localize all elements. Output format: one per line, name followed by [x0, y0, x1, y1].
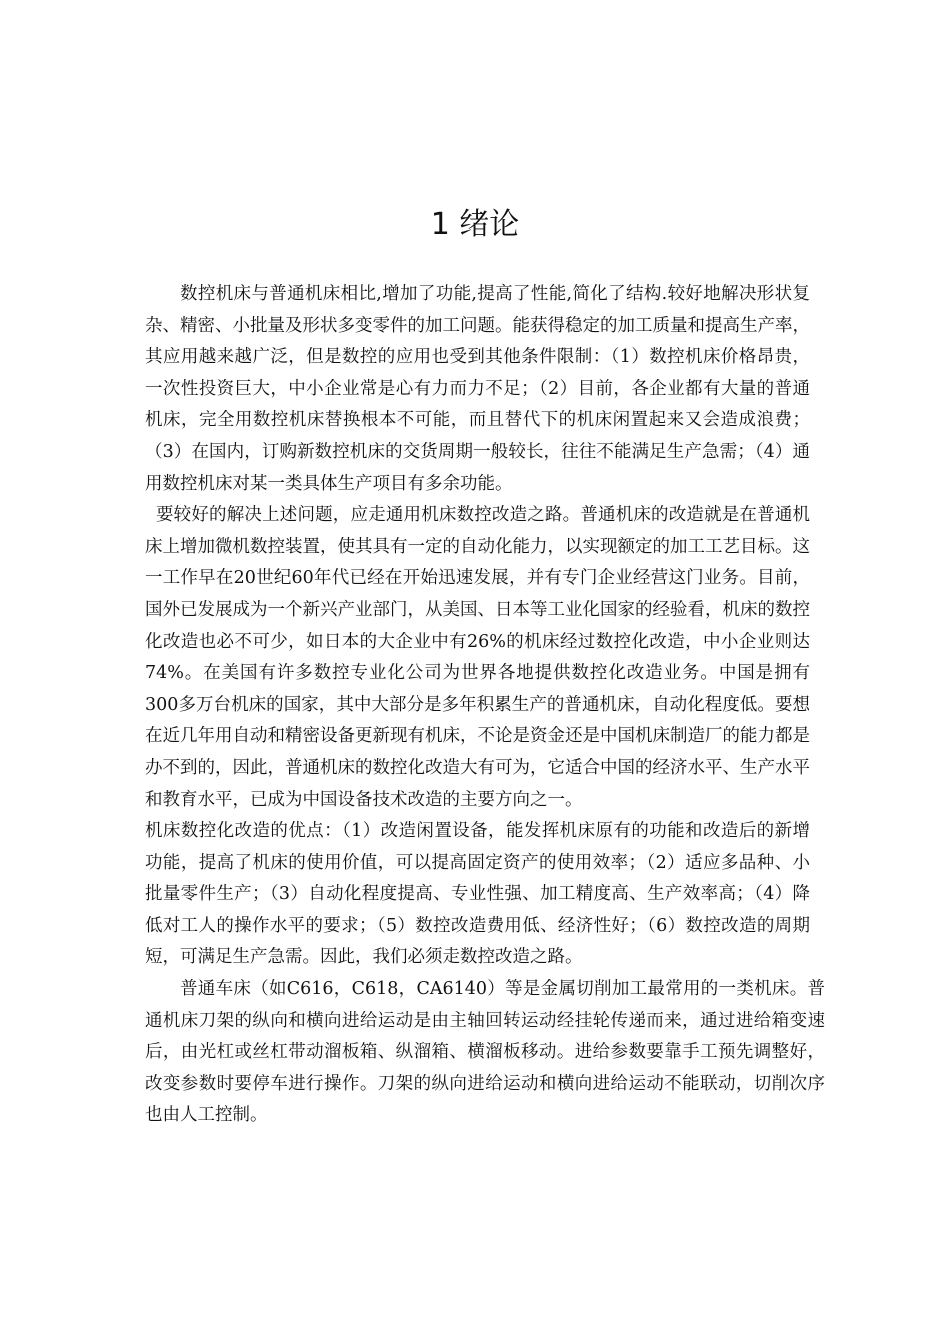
- chapter-title: 1 绪论: [430, 207, 520, 242]
- document-body: [145, 279, 825, 1132]
- paragraph-advantages: 机床数控化改造的优点：（1）改造闲置设备，能发挥机床原有的功能和改造后的新增功能，提高了机床的使用价值，可以提高固定资产的使用效率；（2）适应多品种、小批量零件生产；（3）自动化程度提高、专业性强、加工精度高、生产效率高；（4）降低对工人的操作水平的要求；（5）数控改造费用低、经济性好；（6）数控改造的周期短，可满足生产急需。因此，我们必须走数控改造之路。: [145, 821, 810, 968]
- paragraph-intro: 数控机床与普通机床相比,增加了功能,提高了性能,简化了结构.较好地解决形状复杂、精密、小批量及形状多变零件的加工问题。能获得稳定的加工质量和提高生产率，其应用越来越广泛，但是数控的应用也受到其他条件限制：（1）数控机床价格昂贵，一次性投资巨大，中小企业常是心有力而力不足；（2）目前，各企业都有大量的普通机床，完全用数控机床替换根本不可能，而且替代下的机床闲置起来又会造成浪费；（3）在国内，订购新数控机床的交货周期一般较长，往往不能满足生产急需；（4）通用数控机床对某一类具体生产项目有多余功能。: [145, 284, 810, 494]
- paragraph-retrofit-path: 要较好的解决上述问题，应走通用机床数控改造之路。普通机床的改造就是在普通机床上增加微机数控装置，使其具有一定的自动化能力，以实现额定的加工工艺目标。这一工作早在20世纪60年代已经在开始迅速发展，并有专门企业经营这门业务。目前，国外已发展成为一个新兴产业部门，从美国、日本等工业化国家的经验看，机床的数控化改造也必不可少，如日本的大企业中有26%的机床经过数控化改造，中小企业则达74%。在美国有许多数控专业化公司为世界各地提供数控化改造业务。中国是拥有300多万台机床的国家，其中大部分是多年积累生产的普通机床，自动化程度低。要想在近几年用自动和精密设备更新现有机床，不论是资金还是中国机床制造厂的能力都是办不到的，因此，普通机床的数控化改造大有可为，它适合中国的经济水平、生产水平和教育水平，已成为中国设备技术改造的主要方向之一。: [145, 505, 810, 810]
- paragraph-ordinary-lathe: 普通车床（如C616，C618，CA6140）等是金属切削加工最常用的一类机床。普通机床刀架的纵向和横向进给运动是由主轴回转运动经挂轮传递而来，通过进给箱变速后，由光杠或丝杠带动溜板箱、纵溜箱、横溜板移动。进给参数要靠手工预先调整好，改变参数时要停车进行操作。刀架的纵向进给运动和横向进给运动不能联动，切削次序也由人工控制。: [145, 979, 825, 1126]
